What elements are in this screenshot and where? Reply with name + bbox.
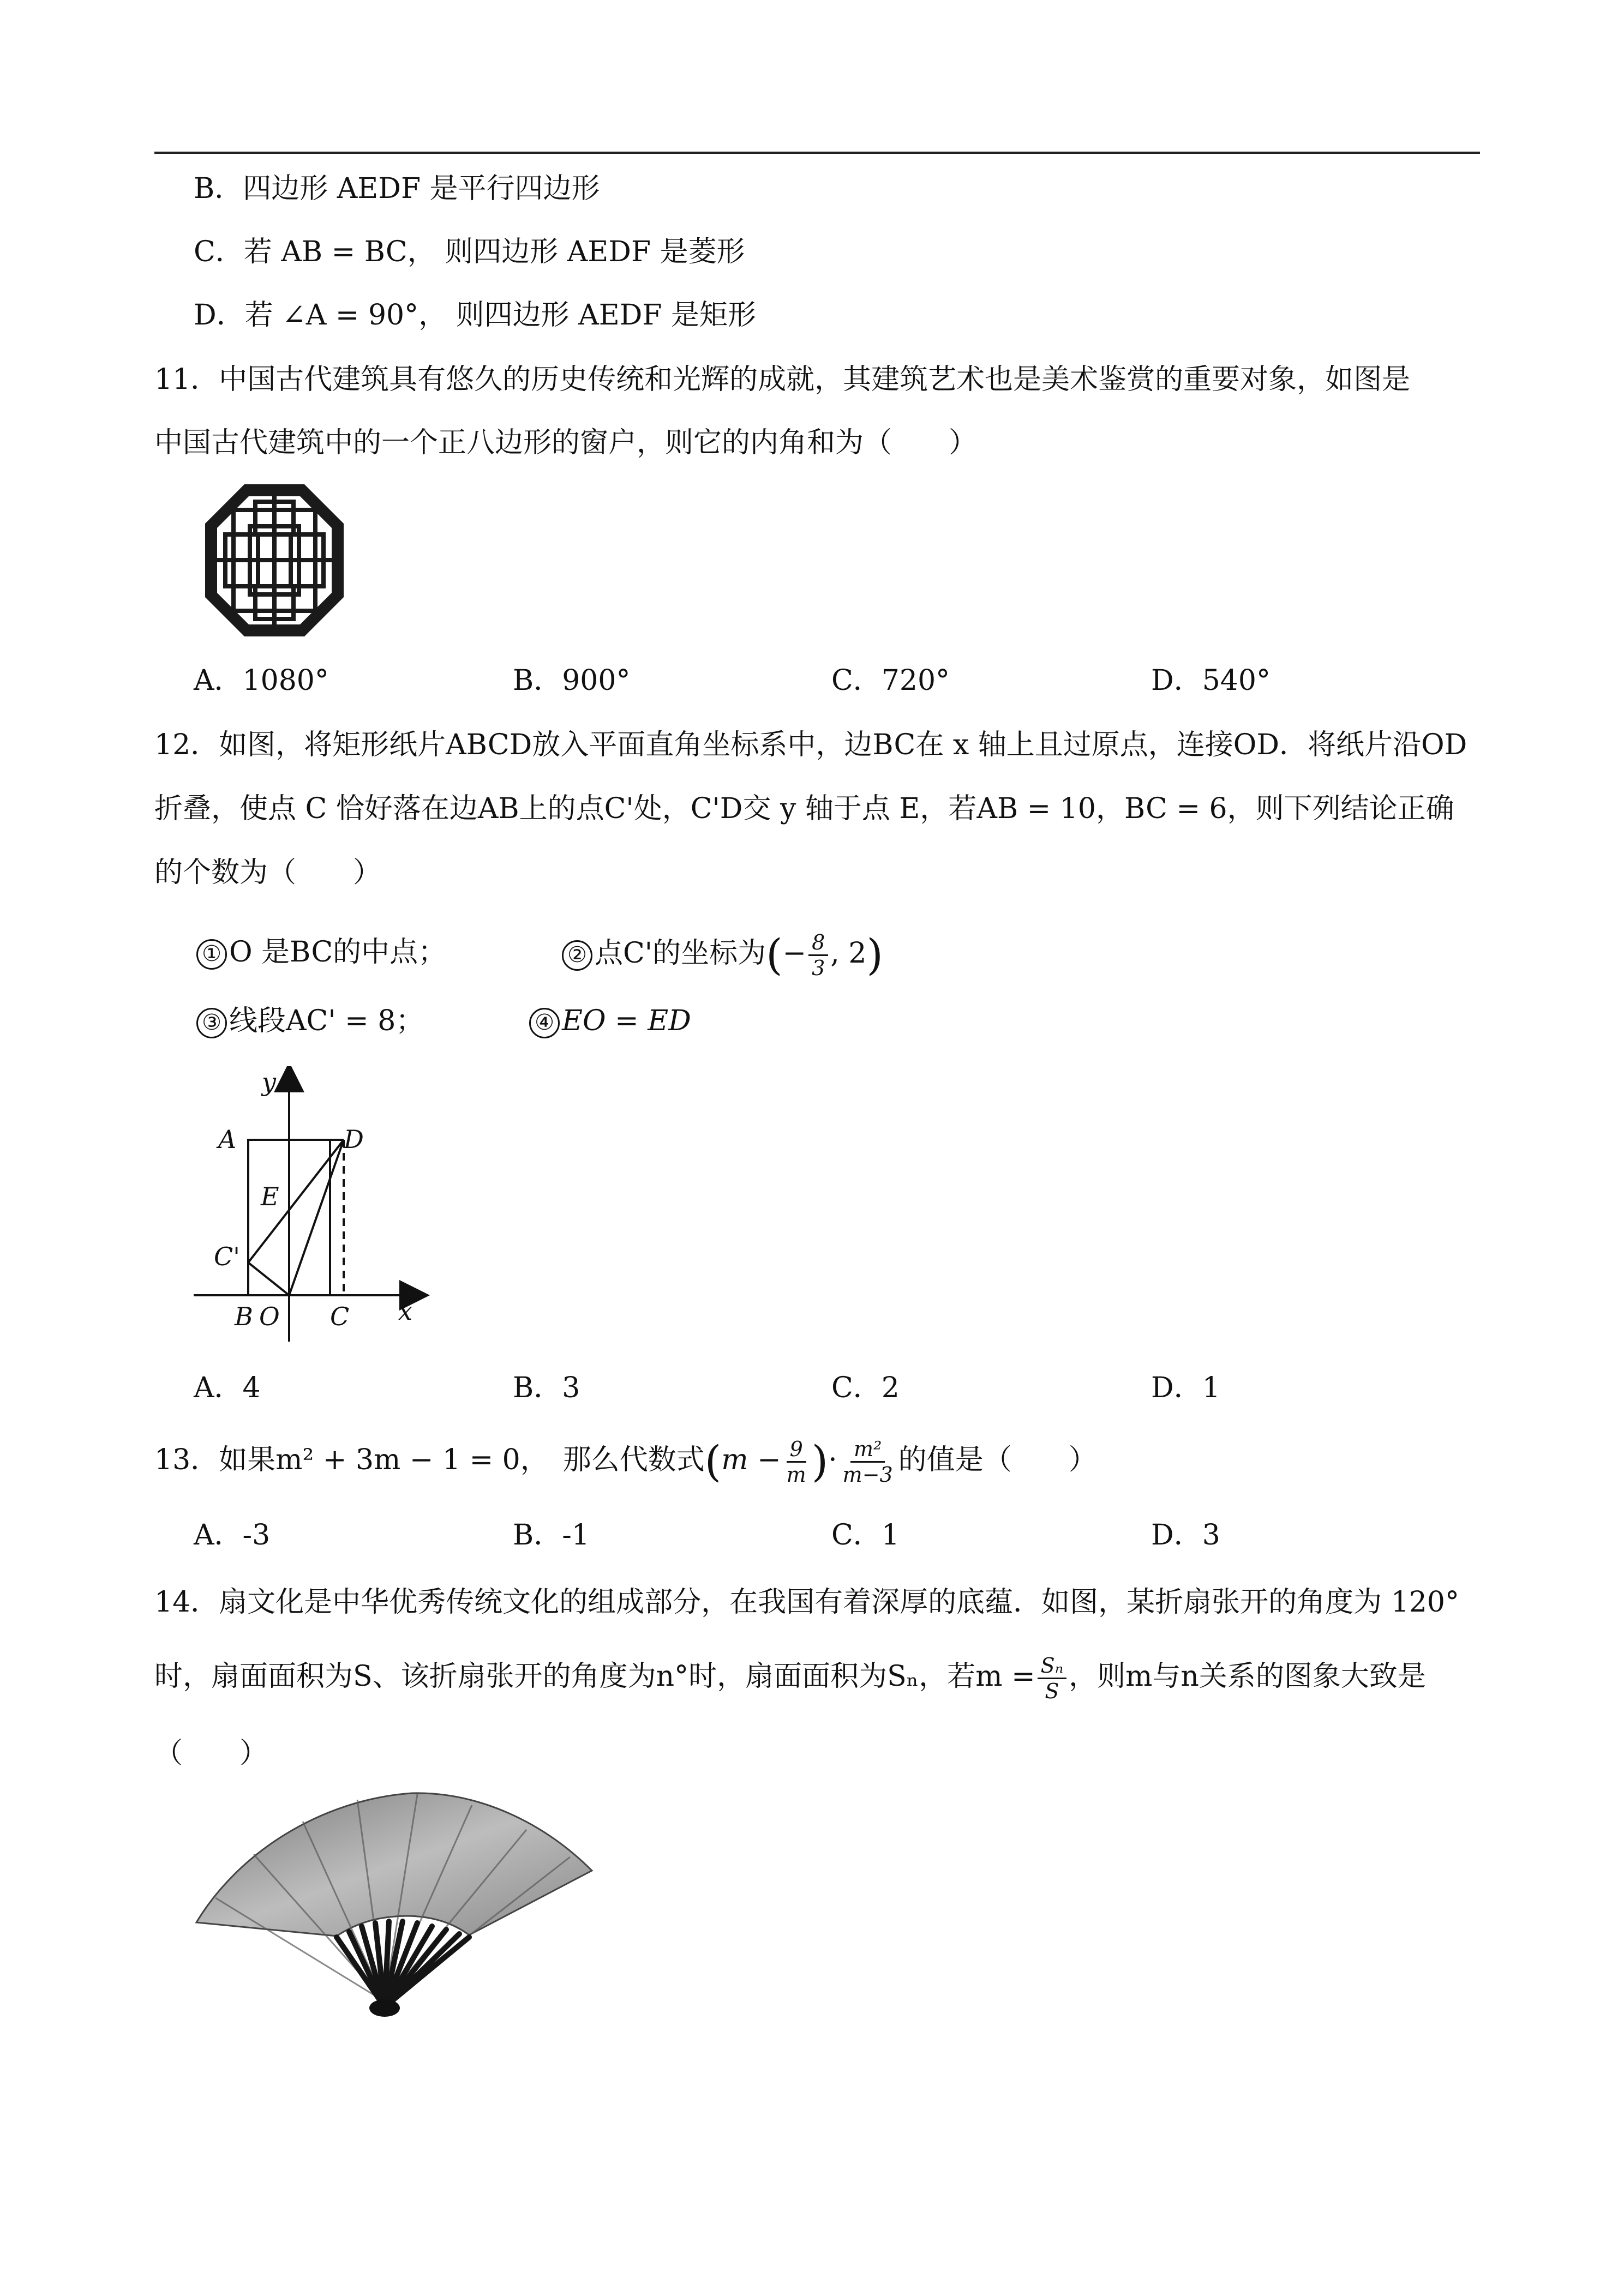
label-o: O xyxy=(259,1302,280,1331)
q13-post: 的值是（ ） xyxy=(898,1444,1097,1476)
q13-option-a: A．-3 xyxy=(194,1519,271,1552)
q14-frac-den: S xyxy=(1045,1679,1059,1703)
q12-statement-3-text: 线段AC' = 8； xyxy=(229,1005,424,1037)
q11-line2: 中国古代建筑中的一个正八边形的窗户，则它的内角和为（ ） xyxy=(154,426,978,459)
q12-statement-2-number: ② xyxy=(562,940,592,971)
q13-frac1-num: 9 xyxy=(787,1437,806,1463)
q13-frac2-num: m² xyxy=(850,1437,885,1463)
q12-statement-2: ② 点C'的坐标为(− $\frac{8}{3}$ , 2) xyxy=(562,930,883,980)
q10-option-c: C．若 AB = BC， 则四边形 AEDF 是菱形 xyxy=(194,236,745,268)
octagon-window-figure xyxy=(201,480,348,641)
q14-line2 xyxy=(154,1654,1426,1703)
q12-statement-4-number: ④ xyxy=(529,1008,560,1038)
q11-option-b: B．900° xyxy=(513,664,631,697)
folding-fan-image xyxy=(194,1789,597,2023)
q12-statement-4 xyxy=(529,999,691,1043)
q12-statement-2-frac-den: 3 xyxy=(812,956,825,980)
q14-frac-num: Sₙ xyxy=(1038,1654,1066,1679)
q11-option-d: D．540° xyxy=(1151,664,1271,697)
q14-line2-pre: 时，扇面面积为S、该折扇张开的角度为n°时，扇面面积为Sₙ，若m = xyxy=(154,1660,1035,1693)
label-c: C xyxy=(330,1302,350,1331)
q12-statement-1-number: ① xyxy=(196,939,227,970)
q10-option-d: D．若 ∠A = 90°， 则四边形 AEDF 是矩形 xyxy=(194,299,757,332)
q13-option-c: C．1 xyxy=(831,1519,900,1552)
q10-option-b: B．四边形 AEDF 是平行四边形 xyxy=(194,172,600,205)
q13-stem: 13．如果m² + 3m − 1 = 0， 那么代数式(m − $\frac{9}{m}$ )· $\frac{\text{m²}}{m-3}$ 的值是（ ） xyxy=(154,1437,1097,1487)
q12-statement-2-frac-num: 8 xyxy=(808,930,828,956)
q12-option-d: D．1 xyxy=(1151,1372,1220,1404)
q13-frac2-den: m−3 xyxy=(842,1463,893,1487)
q12-option-a: A．4 xyxy=(194,1372,261,1404)
label-e: E xyxy=(261,1182,279,1211)
label-a: A xyxy=(218,1125,237,1154)
q12-statement-2-minus: − xyxy=(782,937,807,970)
q13-dot: · xyxy=(828,1444,837,1476)
q12-option-c: C．2 xyxy=(831,1372,900,1404)
q11-option-a: A．1080° xyxy=(194,664,329,697)
q12-statement-3 xyxy=(196,999,424,1043)
label-d: D xyxy=(344,1125,364,1154)
q12-statement-2-tail: , 2 xyxy=(830,937,867,970)
segment-oc1 xyxy=(248,1263,289,1295)
label-c1: C' xyxy=(214,1242,240,1271)
label-b: B xyxy=(235,1302,253,1331)
q12-statement-1-text: O 是BC的中点； xyxy=(229,936,447,969)
q14-line1: 14．扇文化是中华优秀传统文化的组成部分，在我国有着深厚的底蕴．如图，某折扇张开的角度为 120° xyxy=(154,1586,1459,1619)
q12-option-b: B．3 xyxy=(513,1372,580,1404)
label-y: y xyxy=(262,1067,276,1097)
q11-line1: 11．中国古代建筑具有悠久的历史传统和光辉的成就，其建筑艺术也是美术鉴赏的重要对象，如图是 xyxy=(154,363,1411,396)
q12-coordinate-figure xyxy=(180,1066,431,1350)
q13-fraction-1 xyxy=(783,1437,810,1487)
header-rule xyxy=(154,152,1480,154)
q14-line2-post: ，则m与n关系的图象大致是 xyxy=(1069,1660,1426,1693)
q13-frac1-den: m xyxy=(786,1463,806,1487)
q12-line3: 的个数为（ ） xyxy=(154,856,382,889)
segment-od xyxy=(289,1140,344,1295)
q13-option-b: B．-1 xyxy=(513,1519,590,1552)
q13-m: m xyxy=(721,1444,748,1476)
q12-statement-4-text: EO = ED xyxy=(562,1005,691,1037)
q14-line3: （ ） xyxy=(154,1737,268,1770)
label-x: x xyxy=(398,1296,412,1326)
q11-option-c: C．720° xyxy=(831,664,950,697)
q13-pre: 13．如果m² + 3m − 1 = 0， 那么代数式 xyxy=(154,1444,705,1476)
q12-statement-1 xyxy=(196,930,446,974)
q13-minus: − xyxy=(757,1444,781,1476)
q12-statement-2-fraction xyxy=(808,930,828,980)
q13-fraction-2 xyxy=(840,1437,896,1487)
q12-line1: 12．如图，将矩形纸片ABCD放入平面直角坐标系中，边BC在 x 轴上且过原点，连接OD．将纸片沿OD xyxy=(154,729,1467,761)
q13-option-d: D．3 xyxy=(1151,1519,1220,1552)
q14-fraction xyxy=(1038,1654,1066,1703)
q12-line2: 折叠，使点 C 恰好落在边AB上的点C'处，C'D交 y 轴于点 E，若AB = 10，BC = 6，则下列结论正确 xyxy=(154,792,1454,825)
q12-statement-2-text: 点C'的坐标为 xyxy=(595,937,766,970)
q12-statement-3-number: ③ xyxy=(196,1008,227,1038)
